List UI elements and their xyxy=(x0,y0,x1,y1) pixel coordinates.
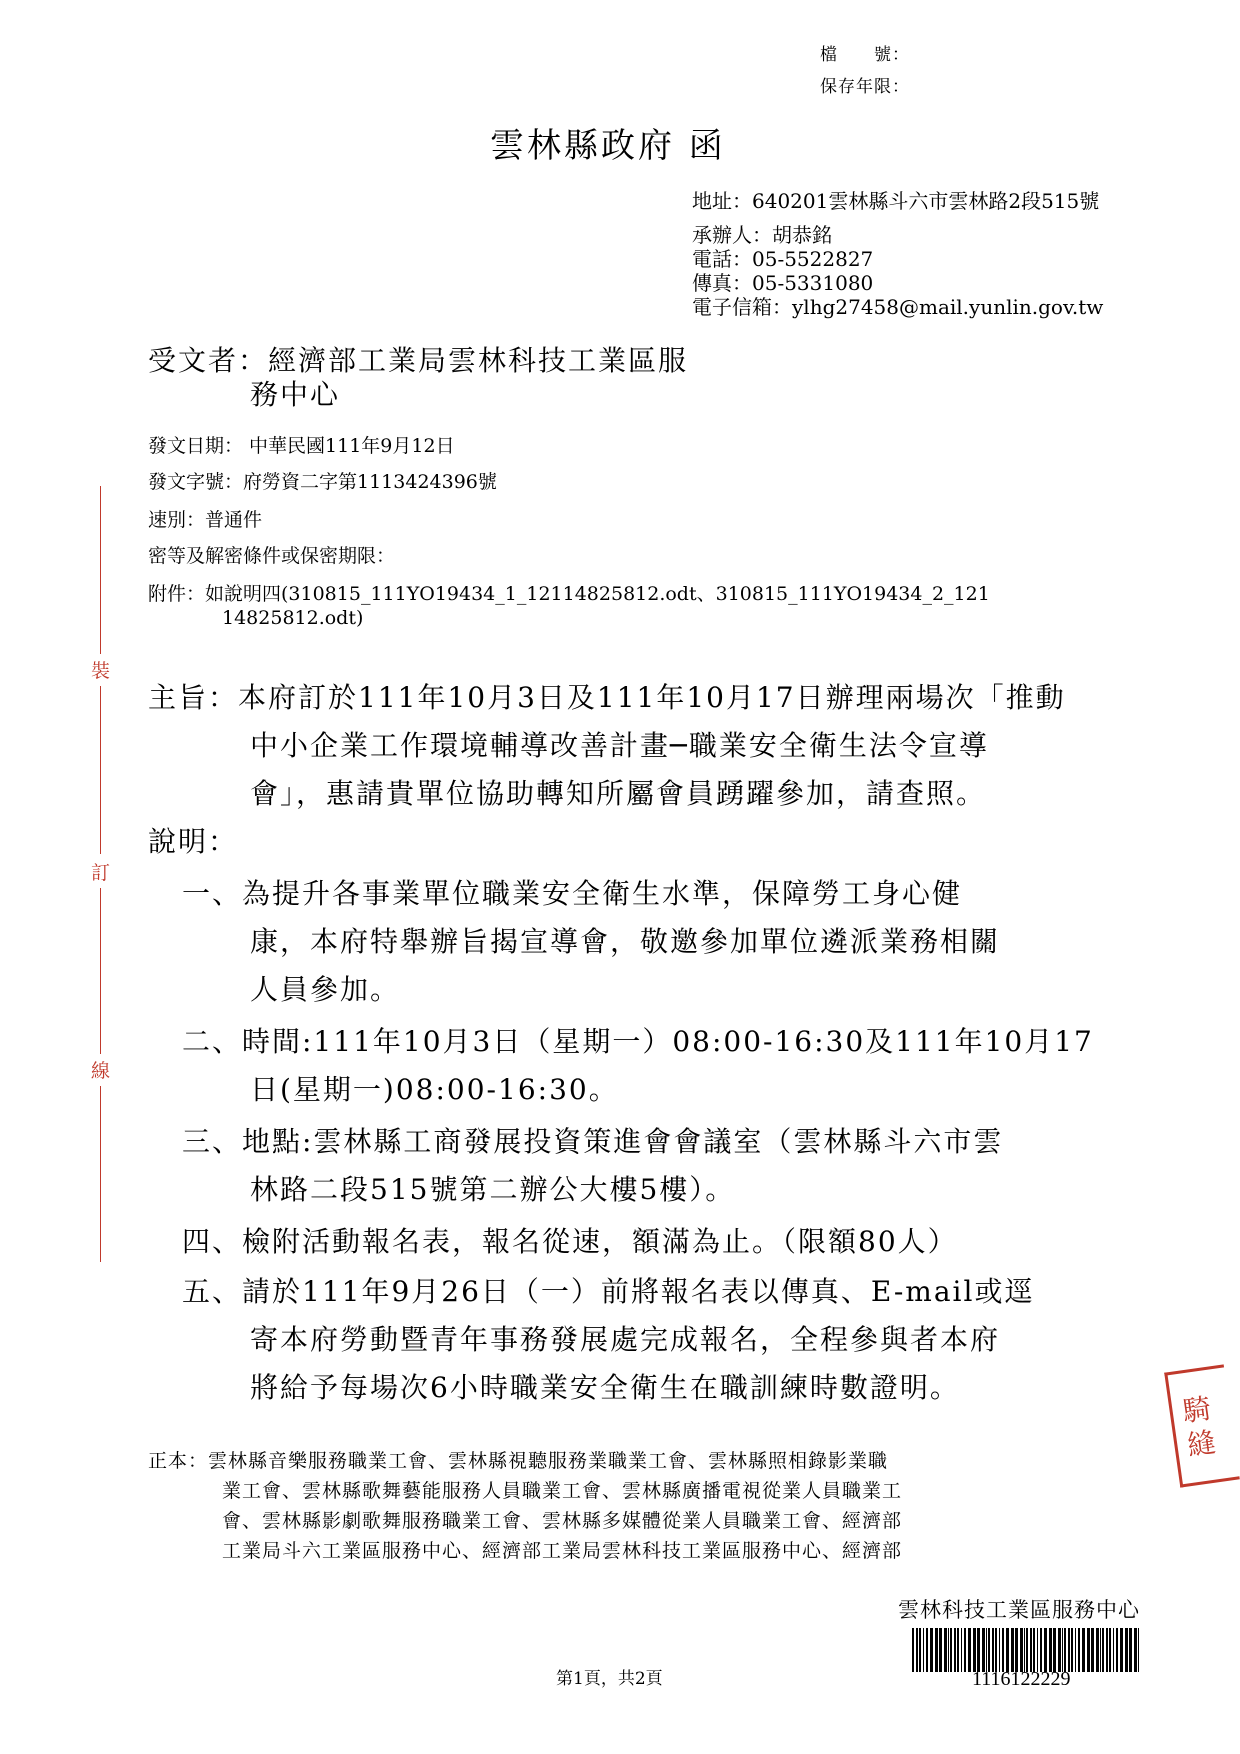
barcode-bar xyxy=(1109,1628,1111,1672)
subject-line-1: 主旨：本府訂於111年10月3日及111年10月17日辦理兩場次「推動 xyxy=(148,681,1066,714)
barcode-bar xyxy=(1006,1628,1009,1672)
barcode-bar xyxy=(1102,1628,1104,1672)
sender-address: 地址：640201雲林縣斗六市雲林路2段515號 xyxy=(692,189,1100,213)
barcode-bar xyxy=(1106,1628,1108,1672)
barcode-bar xyxy=(1020,1628,1023,1672)
barcode-bar xyxy=(1040,1628,1042,1672)
barcode-bar xyxy=(939,1628,942,1672)
explanation-item-5-line-3: 將給予每場次6小時職業安全衛生在職訓練時數證明。 xyxy=(250,1371,960,1404)
explanation-item-2-line-2: 日(星期一)08:00-16:30。 xyxy=(250,1073,619,1106)
barcode-bar xyxy=(1134,1628,1137,1672)
barcode-bar xyxy=(1024,1628,1025,1672)
binding-mark-zhuang: 裝 xyxy=(91,660,111,682)
cc-line-2: 業工會、雲林縣歌舞藝能服務人員職業工會、雲林縣廣播電視從業人員職業工 xyxy=(222,1480,903,1502)
barcode-bar xyxy=(923,1628,924,1672)
barcode-bar xyxy=(1120,1628,1123,1672)
barcode-bar xyxy=(1087,1628,1090,1672)
explanation-item-4-line-1: 四、檢附活動報名表，報名從速，額滿為止。（限額80人） xyxy=(182,1225,958,1258)
barcode-bar xyxy=(982,1628,985,1672)
page-number-footer: 第1頁，共2頁 xyxy=(556,1669,663,1689)
secrecy-level: 密等及解密條件或保密期限： xyxy=(148,545,396,567)
binding-line-segment xyxy=(100,686,101,854)
explanation-item-2-line-1: 二、時間:111年10月3日（星期一）08:00-16:30及111年10月17 xyxy=(182,1025,1094,1058)
barcode-bar xyxy=(1044,1628,1047,1672)
attachment-line-2: 14825812.odt) xyxy=(222,607,364,629)
barcode-bar xyxy=(1037,1628,1038,1672)
attachment-line-1: 附件：如說明四(310815_111YO19434_1_12114825812.odt、310815_111YO19434_2_121 xyxy=(148,583,990,605)
explanation-item-1-line-1: 一、為提升各事業單位職業安全衛生水準，保障勞工身心健 xyxy=(182,877,963,910)
barcode-bar xyxy=(1030,1628,1032,1672)
barcode-bar xyxy=(916,1628,918,1672)
barcode-number: 1116122229 xyxy=(972,1668,1071,1690)
binding-mark-ding: 訂 xyxy=(91,862,111,884)
barcode-bar xyxy=(935,1628,938,1672)
seam-seal-text: 騎 縫 xyxy=(1180,1391,1218,1463)
cc-line-4: 工業局斗六工業區服務中心、經濟部工業局雲林科技工業區服務中心、經濟部 xyxy=(222,1540,903,1562)
barcode-bar xyxy=(930,1628,933,1672)
seam-seal-stamp xyxy=(1164,1364,1240,1487)
barcode-bar xyxy=(986,1628,987,1672)
explanation-item-3-line-2: 林路二段515號第二辦公大樓5樓）。 xyxy=(250,1173,736,1206)
cc-line-1: 正本：雲林縣音樂服務職業工會、雲林縣視聽服務業職業工會、雲林縣照相錄影業職 xyxy=(148,1450,889,1472)
binding-line-segment xyxy=(100,1086,101,1262)
file-number-label: 檔 號： xyxy=(820,45,910,65)
barcode-bar xyxy=(1078,1628,1080,1672)
explanation-item-1-line-2: 康，本府特舉辦旨揭宣導會，敬邀參加單位遴派業務相關 xyxy=(250,925,1001,958)
barcode-bar xyxy=(1058,1628,1061,1672)
explanation-item-5-line-2: 寄本府勞動暨青年事務發展處完成報名，全程參與者本府 xyxy=(250,1323,1001,1356)
barcode-bar xyxy=(1125,1628,1128,1672)
recipient-line-2: 務中心 xyxy=(250,378,341,411)
sender-email: 電子信箱：ylhg27458@mail.yunlin.gov.tw xyxy=(692,295,1104,319)
delivery-speed: 速別：普通件 xyxy=(148,509,263,531)
barcode-bar xyxy=(1075,1628,1076,1672)
barcode-bar xyxy=(948,1628,949,1672)
barcode-bar xyxy=(1053,1628,1056,1672)
barcode-bar xyxy=(1113,1628,1114,1672)
barcode-bar xyxy=(1068,1628,1070,1672)
sender-phone: 電話：05-5522827 xyxy=(692,247,874,271)
barcode-bar xyxy=(1091,1628,1094,1672)
barcode-bar xyxy=(977,1628,980,1672)
issue-date: 發文日期： 中華民國111年9月12日 xyxy=(148,435,455,457)
barcode-bar xyxy=(968,1628,971,1672)
subject-line-2: 中小企業工作環境輔導改善計畫─職業安全衛生法令宣導 xyxy=(250,729,989,762)
barcode-bar xyxy=(1049,1628,1052,1672)
barcode-bar xyxy=(1096,1628,1099,1672)
sender-handler: 承辦人：胡恭銘 xyxy=(692,223,832,247)
barcode-bar xyxy=(957,1628,959,1672)
recipient-line-1: 受文者：經濟部工業局雲林科技工業區服 xyxy=(148,344,689,377)
barcode-bar xyxy=(1082,1628,1085,1672)
cc-line-3: 會、雲林縣影劇歌舞服務職業工會、雲林縣多媒體從業人員職業工會、經濟部 xyxy=(222,1510,903,1532)
barcode-bar xyxy=(919,1628,921,1672)
document-number: 發文字號：府勞資二字第1113424396號 xyxy=(148,471,497,493)
barcode-bar xyxy=(1062,1628,1063,1672)
barcode-bar xyxy=(999,1628,1000,1672)
barcode-bar xyxy=(992,1628,994,1672)
barcode-bar xyxy=(912,1628,914,1672)
barcode-bar xyxy=(1138,1628,1139,1672)
subject-line-3: 會」，惠請貴單位協助轉知所屬會員踴躍參加，請查照。 xyxy=(250,777,987,810)
binding-line-segment xyxy=(100,888,101,1054)
barcode-bar xyxy=(964,1628,966,1672)
barcode-bar xyxy=(1033,1628,1035,1672)
barcode-bar xyxy=(1116,1628,1118,1672)
barcode-bar xyxy=(1026,1628,1028,1672)
binding-line-segment xyxy=(100,486,101,654)
barcode-bar xyxy=(926,1628,928,1672)
barcode-bar xyxy=(961,1628,962,1672)
explanation-item-3-line-1: 三、地點:雲林縣工商發展投資策進會會議室（雲林縣斗六市雲 xyxy=(182,1125,1004,1158)
barcode-bar xyxy=(1064,1628,1066,1672)
barcode-bar xyxy=(1129,1628,1132,1672)
explanation-label: 說明： xyxy=(148,825,239,858)
retention-period-label: 保存年限： xyxy=(820,77,910,97)
barcode-bar xyxy=(973,1628,976,1672)
binding-mark-xian: 線 xyxy=(91,1060,111,1082)
barcode-bar xyxy=(988,1628,990,1672)
document-title: 雲林縣政府 函 xyxy=(490,126,726,166)
barcode-bar xyxy=(1011,1628,1014,1672)
barcode-bar xyxy=(944,1628,947,1672)
explanation-item-5-line-1: 五、請於111年9月26日（一）前將報名表以傳真、E-mail或逕 xyxy=(182,1275,1035,1308)
receiving-unit-label: 雲林科技工業區服務中心 xyxy=(898,1598,1140,1622)
sender-fax: 傳真：05-5331080 xyxy=(692,271,874,295)
barcode-bar xyxy=(1100,1628,1101,1672)
barcode-bar xyxy=(954,1628,956,1672)
explanation-item-1-line-3: 人員參加。 xyxy=(250,973,401,1006)
barcode-bar xyxy=(1071,1628,1073,1672)
barcode-bar xyxy=(950,1628,952,1672)
barcode-bar xyxy=(1015,1628,1018,1672)
barcode-bar xyxy=(1002,1628,1004,1672)
barcode-bar xyxy=(995,1628,997,1672)
